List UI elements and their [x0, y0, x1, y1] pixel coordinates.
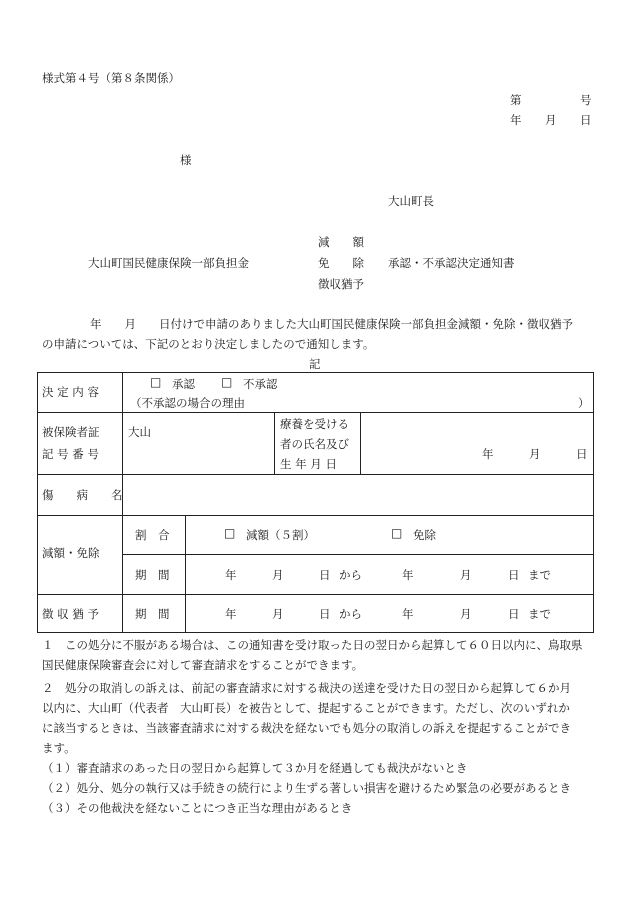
exemption-option: 免除: [413, 528, 436, 542]
addressee-suffix: 様: [180, 153, 192, 167]
body-line-2: の申請については、下記のとおり決定しましたので通知します。: [42, 337, 375, 351]
period-from-hi: 日: [319, 568, 331, 582]
disapprove-checkbox-icon[interactable]: □: [221, 375, 233, 389]
period-to-hi: 日: [508, 568, 520, 582]
insured-label-1: 被保険者証: [42, 425, 100, 439]
title-suffix: 承認・不承認決定通知書: [388, 256, 515, 270]
reason-open: （不承認の場合の理由: [130, 396, 245, 410]
deferral-label: 徴 収 猶 予: [42, 607, 99, 621]
body-line-1: 年 月 日付けで申請のありました大山町国民健康保険一部負担金減額・免除・徴収猶予: [90, 317, 573, 331]
period-label: 期 間: [135, 568, 170, 582]
insured-label-2: 記 号 番 号: [42, 447, 99, 461]
note-2-line-2: 以内に、大山町（代表者 大山町長）を被告として、提起することができます。ただし、次のいずれか: [42, 701, 570, 715]
sub-note-1: （１）審査請求のあった日の翌日から起算して３か月を経過しても裁決がないとき: [42, 761, 468, 775]
patient-label-2: 者の氏名及び: [280, 437, 349, 451]
patient-label-1: 療養を受ける: [280, 417, 349, 431]
deferral-from-hi: 日: [319, 607, 331, 621]
reduction-option: 減額（５割）: [246, 528, 315, 542]
period-to-nen: 年: [402, 568, 414, 582]
title-option-reduction: 減 額: [318, 235, 364, 249]
birth-nen: 年: [482, 447, 494, 461]
period-from-tsuki: 月: [272, 568, 284, 582]
form-number: 様式第４号（第８条関係）: [42, 71, 180, 85]
ratio-label: 割 合: [135, 528, 170, 542]
deferral-from-tsuki: 月: [272, 607, 284, 621]
birth-hi: 日: [576, 447, 588, 461]
deferral-from-nen: 年: [225, 607, 237, 621]
exemption-checkbox-icon[interactable]: □: [391, 526, 403, 540]
disapprove-label: 不承認: [243, 377, 278, 391]
reason-close: ）: [578, 396, 590, 410]
number-dai: 第: [510, 93, 522, 107]
period-kara: から: [339, 568, 362, 582]
date-tsuki: 月: [545, 113, 557, 127]
deferral-made: まで: [528, 607, 551, 621]
title-prefix: 大山町国民健康保険一部負担金: [88, 256, 249, 270]
issuer: 大山町長: [388, 194, 434, 208]
ki-label: 記: [309, 357, 321, 371]
patient-label-3: 生 年 月 日: [280, 457, 337, 471]
sub-note-2: （２）処分、処分の執行又は手続きの続行により生ずる著しい損害を避けるため緊急の必要があるとき: [42, 781, 571, 795]
period-to-tsuki: 月: [460, 568, 472, 582]
approve-label: 承認: [172, 377, 195, 391]
period-made: まで: [528, 568, 551, 582]
note-2-line-1: ２ 処分の取消しの訴えは、前記の審査請求に対する裁決の送達を受けた日の翌日から起算して６か月: [42, 681, 571, 695]
insured-value: 大山: [128, 425, 151, 439]
reduction-label: 減額・免除: [42, 546, 100, 560]
note-2-line-3: に該当するときは、当該審査請求に対する裁決を経ないでも処分の取消しの訴えを提起することができ: [42, 721, 571, 735]
deferral-to-tsuki: 月: [460, 607, 472, 621]
birth-tsuki: 月: [529, 447, 541, 461]
note-1-line-1: １ この処分に不服がある場合は、この通知書を受け取った日の翌日から起算して６０日以内に、鳥取県: [42, 638, 583, 652]
sub-note-3: （３）その他裁決を経ないことにつき正当な理由があるとき: [42, 801, 353, 815]
note-2-line-4: ます。: [42, 741, 76, 755]
period-from-nen: 年: [225, 568, 237, 582]
reduction-checkbox-icon[interactable]: □: [224, 526, 236, 540]
decision-label: 決 定 内 容: [42, 385, 99, 399]
deferral-to-hi: 日: [508, 607, 520, 621]
deferral-period-label: 期 間: [135, 607, 170, 621]
title-option-exemption: 免 除: [318, 256, 364, 270]
approve-checkbox-icon[interactable]: □: [150, 375, 162, 389]
deferral-kara: から: [339, 607, 362, 621]
date-nen: 年: [510, 113, 522, 127]
date-hi: 日: [580, 113, 592, 127]
note-1-line-2: 国民健康保険審査会に対して審査請求をすることができます。: [42, 658, 364, 672]
disease-label: 傷 病 名: [42, 488, 123, 502]
number-go: 号: [580, 93, 592, 107]
deferral-to-nen: 年: [402, 607, 414, 621]
title-option-deferral: 徴収猶予: [318, 277, 364, 291]
